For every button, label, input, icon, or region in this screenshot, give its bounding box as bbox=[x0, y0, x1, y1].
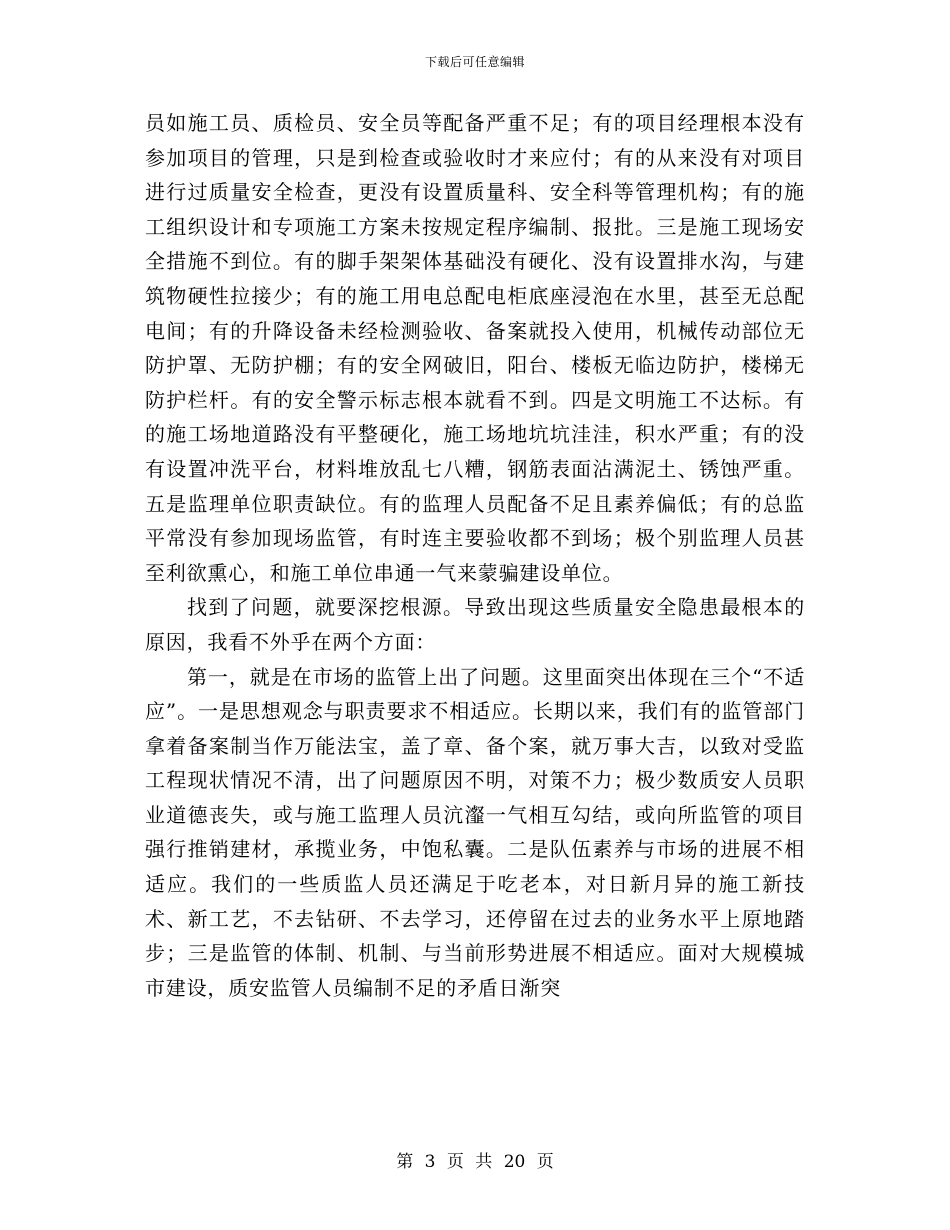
paragraph-continuation: 员如施工员、质检员、安全员等配备严重不足；有的项目经理根本没有参加项目的管理，只是到检查或验收时才来应付；有的从来没有对项目进行过质量安全检查，更没有设置质量科、安全科等管理机构；有的施工组织设计和专项施工方案未按规定程序编制、报批。三是施工现场安全措施不到位。有的脚手架架体基础没有硬化、没有设置排水沟，与建筑物硬性拉接少；有的施工用电总配电柜底座浸泡在水里，甚至无总配电间；有的升降设备未经检测验收、备案就投入使用，机械传动部位无防护罩、无防护棚；有的安全网破旧，阳台、楼板无临边防护，楼梯无防护栏杆。有的安全警示标志根本就看不到。四是文明施工不达标。有的施工场地道路没有平整硬化，施工场地坑坑洼洼，积水严重；有的没有设置冲洗平台，材料堆放乱七八糟，钢筋表面沾满泥土、锈蚀严重。五是监理单位职责缺位。有的监理人员配备不足且素养偏低；有的总监平常没有参加现场监管，有时连主要验收都不到场；极个别监理人员甚至利欲熏心，和施工单位串通一气来蒙骗建设单位。 bbox=[145, 111, 805, 585]
paragraph-root-cause: 找到了问题，就要深挖根源。导致出现这些质量安全隐患最根本的原因，我看不外乎在两个方面： bbox=[145, 595, 805, 654]
page-header: 下载后可任意编辑 bbox=[424, 55, 525, 69]
paragraph-first-point: 第一，就是在市场的监管上出了问题。这里面突出体现在三个“不适应”。一是思想观念与职责要求不相适应。长期以来，我们有的监管部门拿着备案制当作万能法宝，盖了章、备个案，就万事大吉，以致对受监工程现状情况不清，出了问题原因不明，对策不力；极少数质安人员职业道德丧失，或与施工监理人员沆瀣一气相互勾结，或向所监管的项目强行推销建材，承揽业务，中饱私囊。二是队伍素养与市场的进展不相适应。我们的一些质监人员还满足于吃老本，对日新月异的施工新技术、新工艺，不去钻研、不去学习，还停留在过去的业务水平上原地踏步；三是监管的体制、机制、与当前形势进展不相适应。面对大规模城市建设，质安监管人员编制不足的矛盾日渐突 bbox=[145, 664, 805, 1000]
page-number: 第 3 页 共 20 页 bbox=[396, 1152, 554, 1172]
document-body bbox=[145, 106, 805, 1005]
